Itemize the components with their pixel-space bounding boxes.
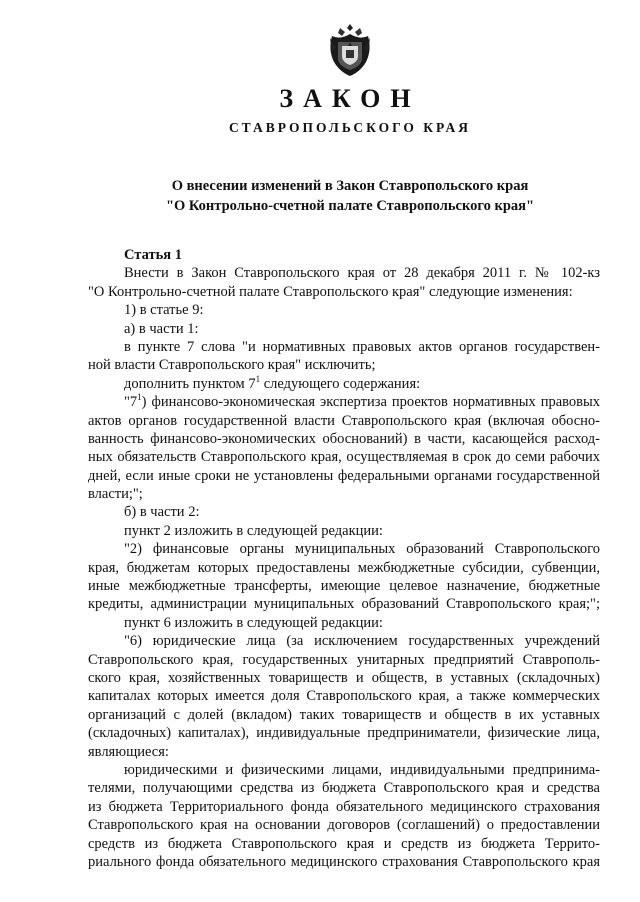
text-line: "6) юридические лица (за исключением государственных учреждений bbox=[124, 633, 600, 650]
article-body bbox=[88, 246, 600, 871]
text-line: организаций с долей (вкладом) таких товариществ и обществ в их уставных bbox=[88, 706, 600, 723]
text-line: средств из бюджета Ставропольского края и средств из бюджета Террито- bbox=[88, 835, 600, 852]
text-span: следующего содержания: bbox=[260, 375, 421, 392]
text-line: а) в части 1: bbox=[124, 320, 199, 337]
text-line: ского края, хозяйственных товариществ и обществ, в уставных (складочных) bbox=[88, 669, 600, 686]
text-line: капиталах которых имеется доля Ставропольского края, а также коммерческих bbox=[88, 688, 600, 705]
text-line bbox=[88, 375, 600, 393]
text-line: являющиеся: bbox=[88, 743, 169, 760]
text-line: телями, получающими средства из бюджета Ставропольского края и средства bbox=[88, 780, 600, 797]
text-line: иные межбюджетные трансферты, имеющие целевое назначение, бюджетные bbox=[88, 578, 600, 595]
text-line: 1) в статье 9: bbox=[124, 302, 204, 319]
text-line: пункт 6 изложить в следующей редакции: bbox=[124, 614, 383, 631]
article-title: Статья 1 bbox=[124, 247, 182, 263]
text-line: Ставропольского края, государственных унитарных предприятий Ставрополь- bbox=[88, 651, 600, 668]
text-span: ) финансово-экономическая экспертиза проектов нормативных правовых bbox=[141, 394, 600, 411]
heading-line: О внесении изменений в Закон Ставропольского края bbox=[171, 178, 529, 194]
text-line: юридическими и физическими лицами, индивидуальными предпринима- bbox=[124, 761, 600, 778]
text-line: края, бюджетам которых предоставлены межбюджетные субсидии, субвенции, bbox=[88, 559, 600, 576]
text-line: ной власти Ставропольского края" исключить; bbox=[88, 357, 376, 374]
superscript: 1 bbox=[255, 373, 261, 384]
text-span: дополнить пунктом 7 bbox=[124, 375, 256, 392]
text-line: актов органов государственной власти Ставропольского края (включая обосно- bbox=[88, 412, 600, 429]
text-line: кредиты, администрации муниципальных образований Ставропольского края;"; bbox=[88, 596, 600, 613]
text-line: Внести в Закон Ставропольского края от 28 декабря 2011 г. № 102-кз bbox=[124, 265, 600, 282]
document-heading bbox=[0, 176, 640, 216]
law-title: ЗАКОН bbox=[279, 84, 421, 113]
text-line: "2) финансовые органы муниципальных образований Ставропольского bbox=[124, 541, 600, 558]
text-line: пункт 2 изложить в следующей редакции: bbox=[124, 522, 383, 539]
text-line: власти;"; bbox=[88, 486, 143, 503]
text-line: Ставропольского края на основании договоров (соглашений) о предоставлении bbox=[88, 817, 600, 834]
text-line: б) в части 2: bbox=[124, 504, 200, 521]
text-line: из бюджета Территориального фонда обязательного медицинского страхования bbox=[88, 798, 600, 815]
text-line: ванность финансово-экономических обоснований) в части, касающейся расход- bbox=[88, 430, 600, 447]
text-line: дней, если иные сроки не установлены федеральными органами государственной bbox=[88, 467, 600, 484]
text-line: ных обязательств Ставропольского края, осуществляемая в срок до семи рабочих bbox=[88, 449, 600, 466]
law-subtitle: СТАВРОПОЛЬСКОГО КРАЯ bbox=[228, 120, 472, 135]
heading-line: "О Контрольно-счетной палате Ставропольского края" bbox=[165, 198, 535, 214]
text-span: "7 bbox=[124, 394, 138, 411]
text-line: "О Контрольно-счетной палате Ставропольского края" следующие изменения: bbox=[88, 283, 573, 300]
text-line: риального фонда обязательного медицинского страхования Ставропольского края bbox=[88, 853, 600, 870]
text-line bbox=[88, 393, 600, 411]
text-line: (складочных) капиталах), индивидуальные предприниматели, физические лица, bbox=[88, 725, 600, 742]
coat-of-arms-icon bbox=[326, 22, 374, 78]
text-line: в пункте 7 слова "и нормативных правовых актов органов государствен- bbox=[124, 338, 600, 355]
superscript: 1 bbox=[137, 393, 142, 403]
